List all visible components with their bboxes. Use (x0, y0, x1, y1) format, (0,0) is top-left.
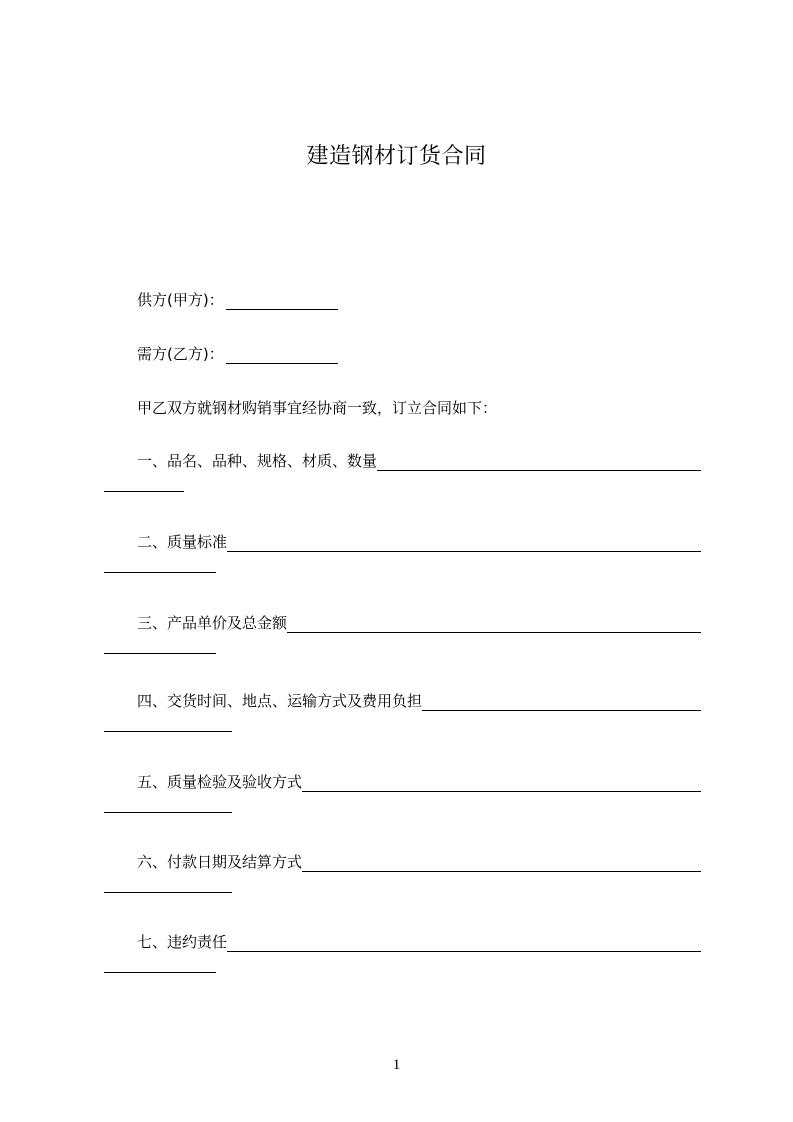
buyer-label: 需方(乙方)： (137, 345, 224, 363)
clause-blank (287, 616, 701, 633)
clause-label: 二、质量标准 (137, 533, 228, 551)
clause-blank-continuation (104, 491, 184, 492)
clause-2 (104, 530, 701, 573)
supplier-label: 供方(甲方)： (137, 291, 224, 309)
clause-blank (227, 935, 701, 952)
page-number: 1 (392, 1057, 401, 1073)
intro-text: 甲乙双方就钢材购销事宜经协商一致，订立合同如下： (137, 399, 498, 417)
clause-3 (104, 611, 701, 654)
clause-blank (377, 454, 701, 471)
clause-blank-continuation (104, 653, 216, 654)
clause-label: 五、质量检验及验收方式 (137, 773, 303, 791)
clause-blank-continuation (104, 572, 216, 573)
clause-label: 一、品名、品种、规格、材质、数量 (137, 452, 378, 470)
clause-label: 七、违约责任 (137, 933, 228, 951)
clause-label: 六、付款日期及结算方式 (137, 853, 303, 871)
clause-blank-continuation (104, 812, 232, 813)
buyer-blank (226, 347, 338, 364)
clause-5 (104, 770, 701, 813)
clause-label: 三、产品单价及总金额 (137, 614, 288, 632)
clause-blank-continuation (104, 892, 232, 893)
clause-blank (227, 535, 701, 552)
clause-blank (422, 694, 701, 711)
supplier-blank (226, 293, 338, 310)
clause-1 (104, 449, 701, 492)
clause-blank-continuation (104, 731, 232, 732)
clause-6 (104, 850, 701, 893)
buyer-line (137, 344, 338, 364)
clause-7 (104, 930, 701, 973)
clause-blank (302, 855, 701, 872)
clause-4 (104, 689, 701, 732)
clause-label: 四、交货时间、地点、运输方式及费用负担 (137, 692, 423, 710)
clause-blank-continuation (104, 972, 216, 973)
document-title: 建造钢材订货合同 (306, 144, 487, 169)
supplier-line (137, 290, 338, 310)
clause-blank (302, 775, 701, 792)
